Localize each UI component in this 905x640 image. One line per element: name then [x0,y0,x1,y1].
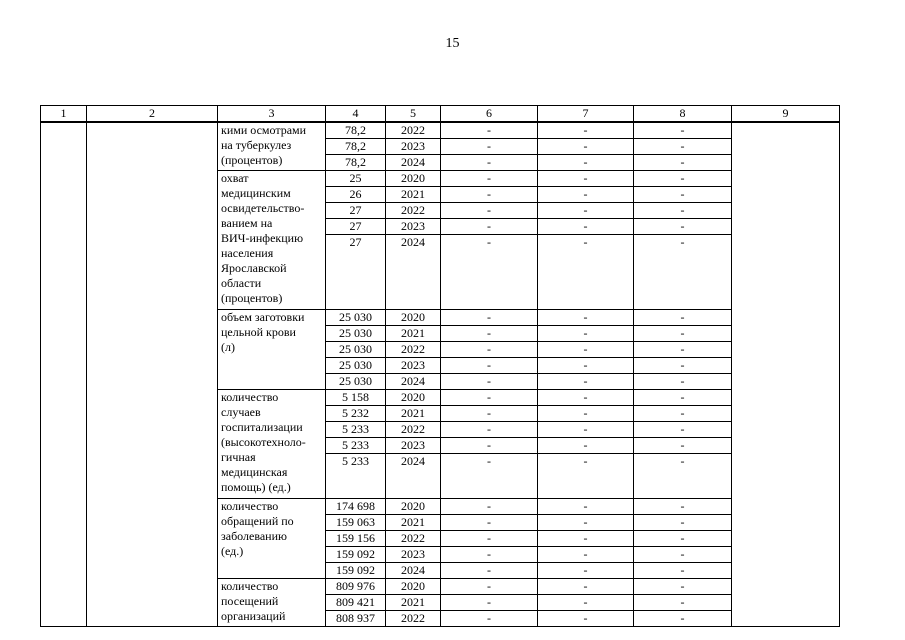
value-cell: 808 937 [326,611,386,627]
dash-cell: - [634,563,732,579]
dash-cell: - [538,531,634,547]
dash-cell: - [538,547,634,563]
value-cell: 25 030 [326,358,386,374]
dash-cell: - [441,326,538,342]
dash-cell: - [441,390,538,406]
dash-cell: - [441,422,538,438]
col1-cell [41,122,87,627]
indicator-name-line: организаций [221,609,286,623]
dash-cell: - [441,563,538,579]
indicator-name-line: количество [221,390,279,404]
value-cell: 27 [326,235,386,310]
dash-cell: - [441,531,538,547]
dash-cell: - [634,326,732,342]
value-cell: 78,2 [326,155,386,171]
year-cell: 2022 [386,203,441,219]
dash-cell: - [538,326,634,342]
column-header: 7 [538,106,634,123]
dash-cell: - [441,203,538,219]
indicator-name-line: посещений [221,594,279,608]
dash-cell: - [634,219,732,235]
year-cell: 2020 [386,499,441,515]
dash-cell: - [441,454,538,499]
column-header: 3 [218,106,326,123]
dash-cell: - [634,358,732,374]
dash-cell: - [441,438,538,454]
dash-cell: - [538,219,634,235]
dash-cell: - [634,531,732,547]
dash-cell: - [634,595,732,611]
dash-cell: - [441,515,538,531]
dash-cell: - [538,187,634,203]
dash-cell: - [634,310,732,326]
value-cell: 25 [326,171,386,187]
value-cell: 25 030 [326,374,386,390]
indicator-name-line: Ярославской [221,261,287,275]
value-cell: 78,2 [326,139,386,155]
dash-cell: - [634,515,732,531]
dash-cell: - [441,406,538,422]
year-cell: 2024 [386,235,441,310]
dash-cell: - [441,342,538,358]
dash-cell: - [441,187,538,203]
dash-cell: - [634,422,732,438]
value-cell: 27 [326,203,386,219]
dash-cell: - [538,342,634,358]
indicator-name-line: помощь) (ед.) [221,480,291,494]
year-cell: 2024 [386,374,441,390]
column-numbers-row [41,106,840,123]
value-cell: 809 421 [326,595,386,611]
col2-cell [87,122,218,627]
indicator-name-line: медицинским [221,186,291,200]
dash-cell: - [441,155,538,171]
indicator-name-line: кими осмотрами [221,123,307,137]
dash-cell: - [538,422,634,438]
dash-cell: - [538,122,634,139]
table-row [41,122,840,139]
indicator-name-cell [218,579,326,627]
dash-cell: - [538,358,634,374]
indicators-table-wrapper [40,105,839,627]
year-cell: 2024 [386,454,441,499]
value-cell: 159 092 [326,563,386,579]
year-cell: 2020 [386,390,441,406]
dash-cell: - [634,579,732,595]
year-cell: 2022 [386,531,441,547]
column-header: 5 [386,106,441,123]
indicator-name-line: количество [221,499,279,513]
value-cell: 27 [326,219,386,235]
value-cell: 5 158 [326,390,386,406]
year-cell: 2023 [386,139,441,155]
value-cell: 809 976 [326,579,386,595]
value-cell: 159 092 [326,547,386,563]
value-cell: 25 030 [326,310,386,326]
dash-cell: - [538,203,634,219]
dash-cell: - [634,171,732,187]
year-cell: 2022 [386,342,441,358]
indicator-name-line: количество [221,579,279,593]
dash-cell: - [538,139,634,155]
indicator-name-cell [218,390,326,499]
column-header: 4 [326,106,386,123]
dash-cell: - [634,454,732,499]
dash-cell: - [441,499,538,515]
dash-cell: - [441,358,538,374]
indicator-name-line: (процентов) [221,291,283,305]
value-cell: 26 [326,187,386,203]
dash-cell: - [441,139,538,155]
dash-cell: - [538,438,634,454]
dash-cell: - [538,406,634,422]
dash-cell: - [634,611,732,627]
dash-cell: - [634,342,732,358]
value-cell: 159 156 [326,531,386,547]
column-header: 2 [87,106,218,123]
dash-cell: - [634,235,732,310]
value-cell: 5 233 [326,438,386,454]
column-header: 6 [441,106,538,123]
year-cell: 2021 [386,326,441,342]
indicator-name-cell [218,122,326,171]
dash-cell: - [634,139,732,155]
dash-cell: - [634,547,732,563]
year-cell: 2021 [386,515,441,531]
indicator-name-line: (ед.) [221,544,244,558]
indicators-table [40,105,840,627]
indicator-name-cell [218,499,326,579]
dash-cell: - [538,235,634,310]
indicator-name-line: ванием на [221,216,273,230]
dash-cell: - [538,611,634,627]
indicator-name-line: заболеванию [221,529,287,543]
value-cell: 159 063 [326,515,386,531]
dash-cell: - [441,547,538,563]
indicator-name-line: области [221,276,262,290]
year-cell: 2022 [386,422,441,438]
year-cell: 2023 [386,438,441,454]
year-cell: 2020 [386,171,441,187]
year-cell: 2024 [386,563,441,579]
indicator-name-line: обращений по [221,514,294,528]
indicator-name-line: гичная [221,450,256,464]
indicator-name-line: (высокотехноло- [221,435,306,449]
value-cell: 5 232 [326,406,386,422]
dash-cell: - [441,219,538,235]
dash-cell: - [538,390,634,406]
indicator-name-line: медицинская [221,465,288,479]
dash-cell: - [634,374,732,390]
indicator-name-line: объем заготовки [221,310,305,324]
dash-cell: - [538,155,634,171]
page-number: 15 [445,36,460,51]
value-cell: 174 698 [326,499,386,515]
dash-cell: - [441,171,538,187]
dash-cell: - [538,515,634,531]
value-cell: 5 233 [326,422,386,438]
indicator-name-line: освидетельство- [221,201,305,215]
dash-cell: - [538,310,634,326]
column-header: 8 [634,106,732,123]
indicator-name-cell [218,171,326,310]
dash-cell: - [634,390,732,406]
indicator-name-line: ВИЧ-инфекцию [221,231,304,245]
year-cell: 2021 [386,595,441,611]
indicator-name-line: на туберкулез [221,138,292,152]
column-header: 1 [41,106,87,123]
indicator-name-line: (л) [221,340,235,354]
year-cell: 2023 [386,219,441,235]
dash-cell: - [538,454,634,499]
dash-cell: - [441,595,538,611]
year-cell: 2023 [386,358,441,374]
dash-cell: - [441,235,538,310]
year-cell: 2020 [386,310,441,326]
dash-cell: - [538,563,634,579]
dash-cell: - [634,203,732,219]
value-cell: 25 030 [326,326,386,342]
column-header: 9 [732,106,840,123]
indicator-name-line: охват [221,171,249,185]
year-cell: 2024 [386,155,441,171]
dash-cell: - [441,122,538,139]
table-body [41,122,840,627]
indicator-name-line: случаев [221,405,261,419]
indicator-name-line: (процентов) [221,153,283,167]
year-cell: 2022 [386,611,441,627]
value-cell: 25 030 [326,342,386,358]
year-cell: 2022 [386,122,441,139]
dash-cell: - [538,171,634,187]
year-cell: 2021 [386,187,441,203]
dash-cell: - [441,611,538,627]
year-cell: 2023 [386,547,441,563]
indicator-name-line: населения [221,246,274,260]
indicator-name-cell [218,310,326,390]
dash-cell: - [634,406,732,422]
value-cell: 5 233 [326,454,386,499]
year-cell: 2021 [386,406,441,422]
dash-cell: - [441,579,538,595]
dash-cell: - [634,155,732,171]
dash-cell: - [538,374,634,390]
dash-cell: - [634,187,732,203]
col9-cell [732,122,840,627]
indicator-name-line: цельной крови [221,325,296,339]
indicator-name-line: госпитализации [221,420,303,434]
dash-cell: - [441,310,538,326]
dash-cell: - [538,579,634,595]
year-cell: 2020 [386,579,441,595]
dash-cell: - [634,122,732,139]
dash-cell: - [634,438,732,454]
dash-cell: - [441,374,538,390]
dash-cell: - [538,595,634,611]
dash-cell: - [634,499,732,515]
dash-cell: - [538,499,634,515]
value-cell: 78,2 [326,122,386,139]
